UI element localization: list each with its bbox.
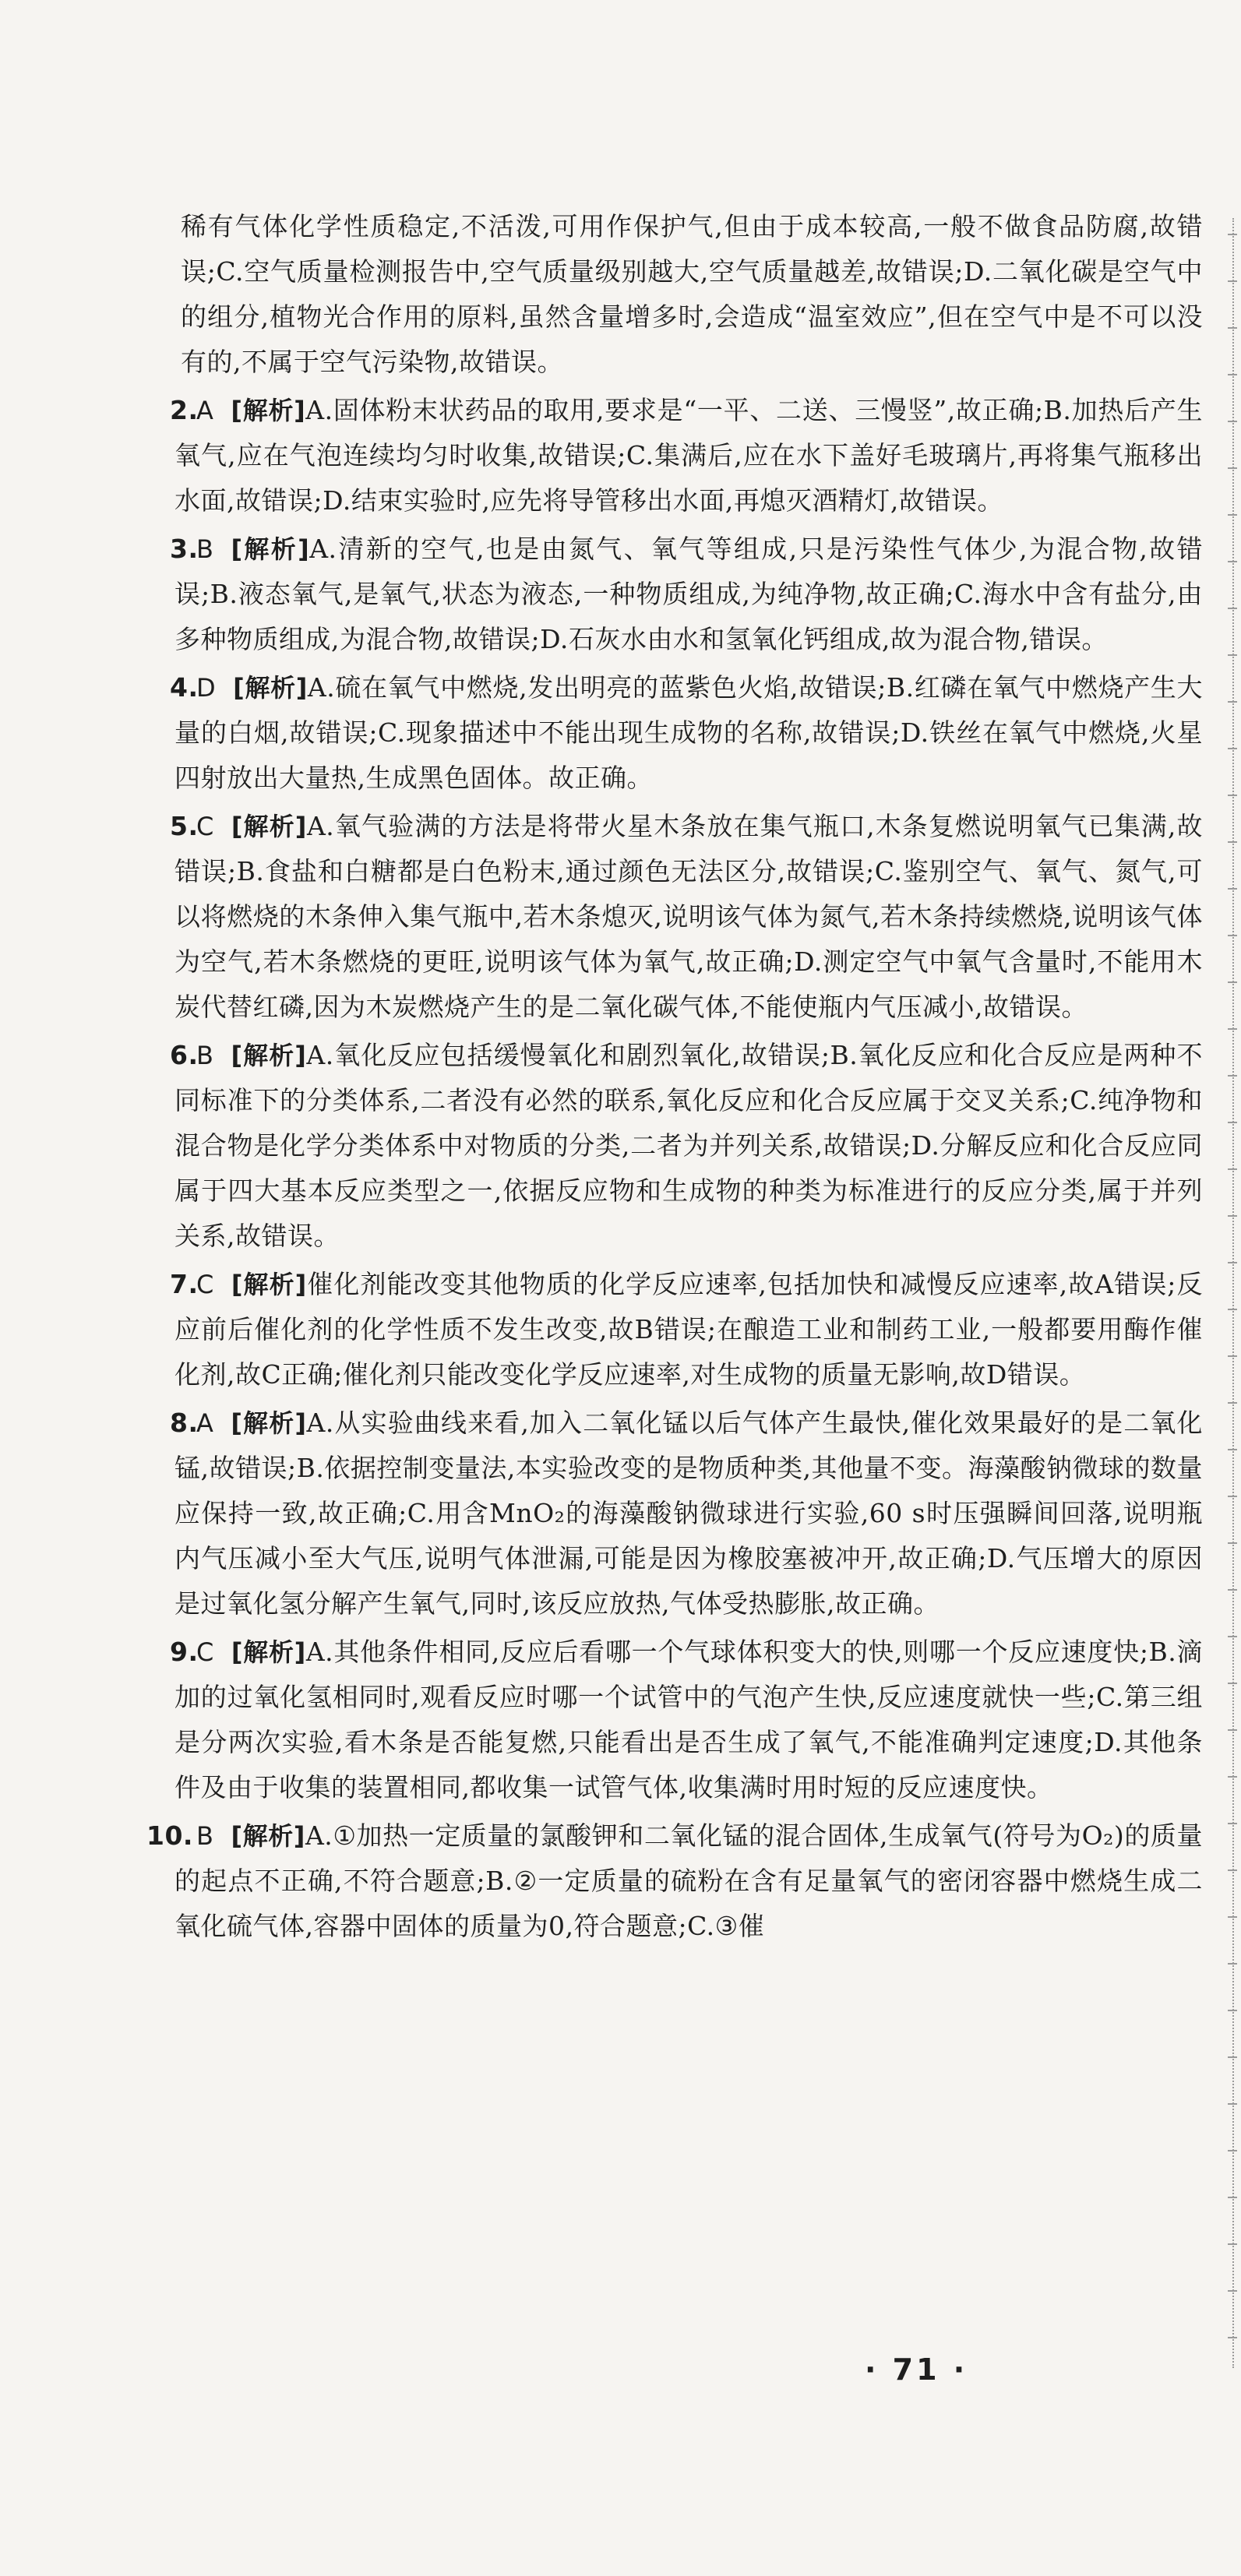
binding-tick (1228, 981, 1237, 983)
binding-tick (1228, 561, 1237, 562)
question-number: 9. (170, 1637, 199, 1667)
binding-tick (1228, 654, 1237, 656)
binding-tick (1228, 1215, 1237, 1217)
binding-tick (1228, 421, 1237, 422)
question-number: 7. (170, 1269, 199, 1299)
answer-item (170, 665, 1203, 801)
answer-item (146, 1813, 1203, 1949)
answer-item (170, 388, 1203, 523)
binding-tick (1228, 2197, 1237, 2198)
binding-tick (1228, 2056, 1237, 2058)
analysis-tag: [解析] (231, 812, 307, 841)
analysis-text: A.从实验曲线来看,加入二氧化锰以后气体产生最快,催化效果最好的是二氧化锰,故错误;B.依据控制变量法,本实验改变的是物质种类,其他量不变。海藻酸钠微球的数量应保持一致,故正确;C.用含MnO₂的海藻酸钠微球进行实验,60 s时压强瞬间回落,说明瓶内气压减小至大气压,说明气体泄漏,可能是因为橡胶塞被冲开,故正确;D.气压增大的原因是过氧化氢分解产生氧气,同时,该反应放热,气体受热膨胀,故正确。 (175, 1408, 1203, 1619)
analysis-tag: [解析] (231, 1637, 306, 1667)
question-number: 3. (170, 534, 199, 564)
binding-tick (1228, 1122, 1237, 1123)
binding-tick (1228, 327, 1237, 329)
analysis-text: A.清新的空气,也是由氮气、氧气等组成,只是污染性气体少,为混合物,故错误;B.液态氧气,是氧气,状态为液态,一种物质组成,为纯净物,故正确;C.海水中含有盐分,由多种物质组成,为混合物,故错误;D.石灰水由水和氢氧化钙组成,故为混合物,错误。 (175, 534, 1203, 654)
answer-choice: A (196, 396, 214, 425)
binding-tick (1228, 888, 1237, 890)
binding-tick (1228, 2010, 1237, 2011)
answer-item (170, 1262, 1203, 1397)
answer-choice: D (196, 673, 217, 703)
binding-tick (1228, 1729, 1237, 1731)
binding-tick (1228, 374, 1237, 375)
binding-tick (1228, 1449, 1237, 1450)
question-number: 5. (170, 811, 199, 841)
analysis-text: 催化剂能改变其他物质的化学反应速率,包括加快和减慢反应速率,故A错误;反应前后催化剂的化学性质不发生改变,故B错误;在酿造工业和制药工业,一般都要用酶作催化剂,故C正确;催化剂只能改变化学反应速率,对生成物的质量无影响,故D错误。 (175, 1269, 1203, 1390)
binding-tick (1228, 2103, 1237, 2105)
binding-tick (1228, 1542, 1237, 1544)
binding-tick (1228, 1823, 1237, 1824)
binding-tick (1228, 1963, 1237, 1965)
answer-item (170, 1033, 1203, 1259)
binding-tick (1228, 1496, 1237, 1497)
binding-tick (1228, 935, 1237, 936)
binding-tick (1228, 841, 1237, 843)
binding-tick (1228, 2290, 1237, 2292)
answer-item (170, 1401, 1203, 1626)
question-number: 8. (170, 1408, 199, 1438)
binding-tick (1228, 1355, 1237, 1357)
binding-tick (1228, 701, 1237, 703)
binding-tick (1228, 2150, 1237, 2151)
answer-item (170, 527, 1203, 662)
answer-choice: C (196, 1637, 214, 1667)
binding-tick (1228, 1262, 1237, 1263)
binding-tick (1228, 1168, 1237, 1170)
answer-content (146, 204, 1203, 1949)
binding-tick (1228, 280, 1237, 282)
analysis-tag: [解析] (231, 1270, 307, 1299)
page-number: · 71 · (865, 2352, 968, 2387)
intro-paragraph: 稀有气体化学性质稳定,不活泼,可用作保护气,但由于成本较高,一般不做食品防腐,故错误;C.空气质量检测报告中,空气质量级别越大,空气质量越差,故错误;D.二氧化碳是空气中的组分,植物光合作用的原料,虽然含量增多时,会造成“温室效应”,但在空气中是不可以没有的,不属于空气污染物,故错误。 (181, 211, 1203, 377)
binding-tick (1228, 2337, 1237, 2338)
question-number: 2. (170, 395, 199, 425)
question-number: 10. (146, 1820, 193, 1851)
analysis-text: A.硫在氧气中燃烧,发出明亮的蓝紫色火焰,故错误;B.红磷在氧气中燃烧产生大量的白烟,故错误;C.现象描述中不能出现生成物的名称,故错误;D.铁丝在氧气中燃烧,火星四射放出大量热,生成黑色固体。故正确。 (175, 672, 1203, 793)
binding-tick (1228, 467, 1237, 469)
analysis-text: A.氧气验满的方法是将带火星木条放在集气瓶口,木条复燃说明氧气已集满,故错误;B.食盐和白糖都是白色粉末,通过颜色无法区分,故错误;C.鉴别空气、氧气、氮气,可以将燃烧的木条伸入集气瓶中,若木条熄灭,说明该气体为氮气,若木条持续燃烧,说明该气体为空气,若木条燃烧的更旺,说明该气体为氧气,故正确;D.测定空气中氧气含量时,不能用木炭代替红磷,因为木炭燃烧产生的是二氧化碳气体,不能使瓶内气压减小,故错误。 (175, 811, 1203, 1022)
answer-choice: C (196, 1270, 214, 1299)
answer-choice: B (196, 1821, 214, 1851)
binding-tick (1228, 2243, 1237, 2245)
binding-tick (1228, 748, 1237, 749)
binding-tick (1228, 608, 1237, 609)
analysis-tag: [解析] (231, 1821, 305, 1851)
binding-tick (1228, 1309, 1237, 1310)
question-number: 6. (170, 1040, 199, 1070)
binding-tick (1228, 1916, 1237, 1918)
answer-choice: C (196, 812, 214, 841)
binding-tick (1228, 1776, 1237, 1778)
binding-tick (1228, 514, 1237, 516)
question-number: 4. (170, 672, 199, 703)
answer-choice: B (196, 534, 214, 564)
answer-list (146, 388, 1203, 1949)
binding-tick (1228, 1589, 1237, 1591)
analysis-tag: [解析] (231, 396, 306, 425)
analysis-tag: [解析] (233, 673, 308, 703)
analysis-text: A.氧化反应包括缓慢氧化和剧烈氧化,故错误;B.氧化反应和化合反应是两种不同标准下的分类体系,二者没有必然的联系,氧化反应和化合反应属于交叉关系;C.纯净物和混合物是化学分类体系中对物质的分类,二者为并列关系,故错误;D.分解反应和化合反应同属于四大基本反应类型之一,依据反应物和生成物的种类为标准进行的反应分类,属于并列关系,故错误。 (175, 1040, 1203, 1251)
analysis-tag: [解析] (231, 1041, 307, 1070)
binding-tick (1228, 1636, 1237, 1637)
binding-line (1232, 218, 1234, 2368)
analysis-tag: [解析] (231, 1408, 307, 1438)
binding-tick (1228, 1075, 1237, 1077)
answer-choice: B (196, 1041, 214, 1070)
binding-tick (1228, 234, 1237, 235)
answer-item (170, 804, 1203, 1030)
answer-choice: A (196, 1408, 214, 1438)
binding-tick (1228, 1683, 1237, 1684)
answer-item (170, 1630, 1203, 1810)
binding-tick (1228, 1028, 1237, 1030)
analysis-text: A.固体粉末状药品的取用,要求是“一平、二送、三慢竖”,故正确;B.加热后产生氧气,应在气泡连续均匀时收集,故错误;C.集满后,应在水下盖好毛玻璃片,再将集气瓶移出水面,故错误;D.结束实验时,应先将导管移出水面,再熄灭酒精灯,故错误。 (175, 395, 1203, 516)
binding-tick (1228, 1402, 1237, 1404)
analysis-text: A.其他条件相同,反应后看哪一个气球体积变大的快,则哪一个反应速度快;B.滴加的过氧化氢相同时,观看反应时哪一个试管中的气泡产生快,反应速度就快一些;C.第三组是分两次实验,看木条是否能复燃,只能看出是否生成了氧气,不能准确判定速度;D.其他条件及由于收集的装置相同,都收集一试管气体,收集满时用时短的反应速度快。 (175, 1637, 1203, 1802)
analysis-tag: [解析] (231, 534, 310, 564)
binding-tick (1228, 795, 1237, 796)
binding-tick (1228, 1869, 1237, 1871)
analysis-text: A.①加热一定质量的氯酸钾和二氧化锰的混合固体,生成氧气(符号为O₂)的质量的起点不正确,不符合题意;B.②一定质量的硫粉在含有足量氧气的密闭容器中燃烧生成二氧化硫气体,容器中固体的质量为0,符合题意;C.③催 (175, 1820, 1203, 1941)
